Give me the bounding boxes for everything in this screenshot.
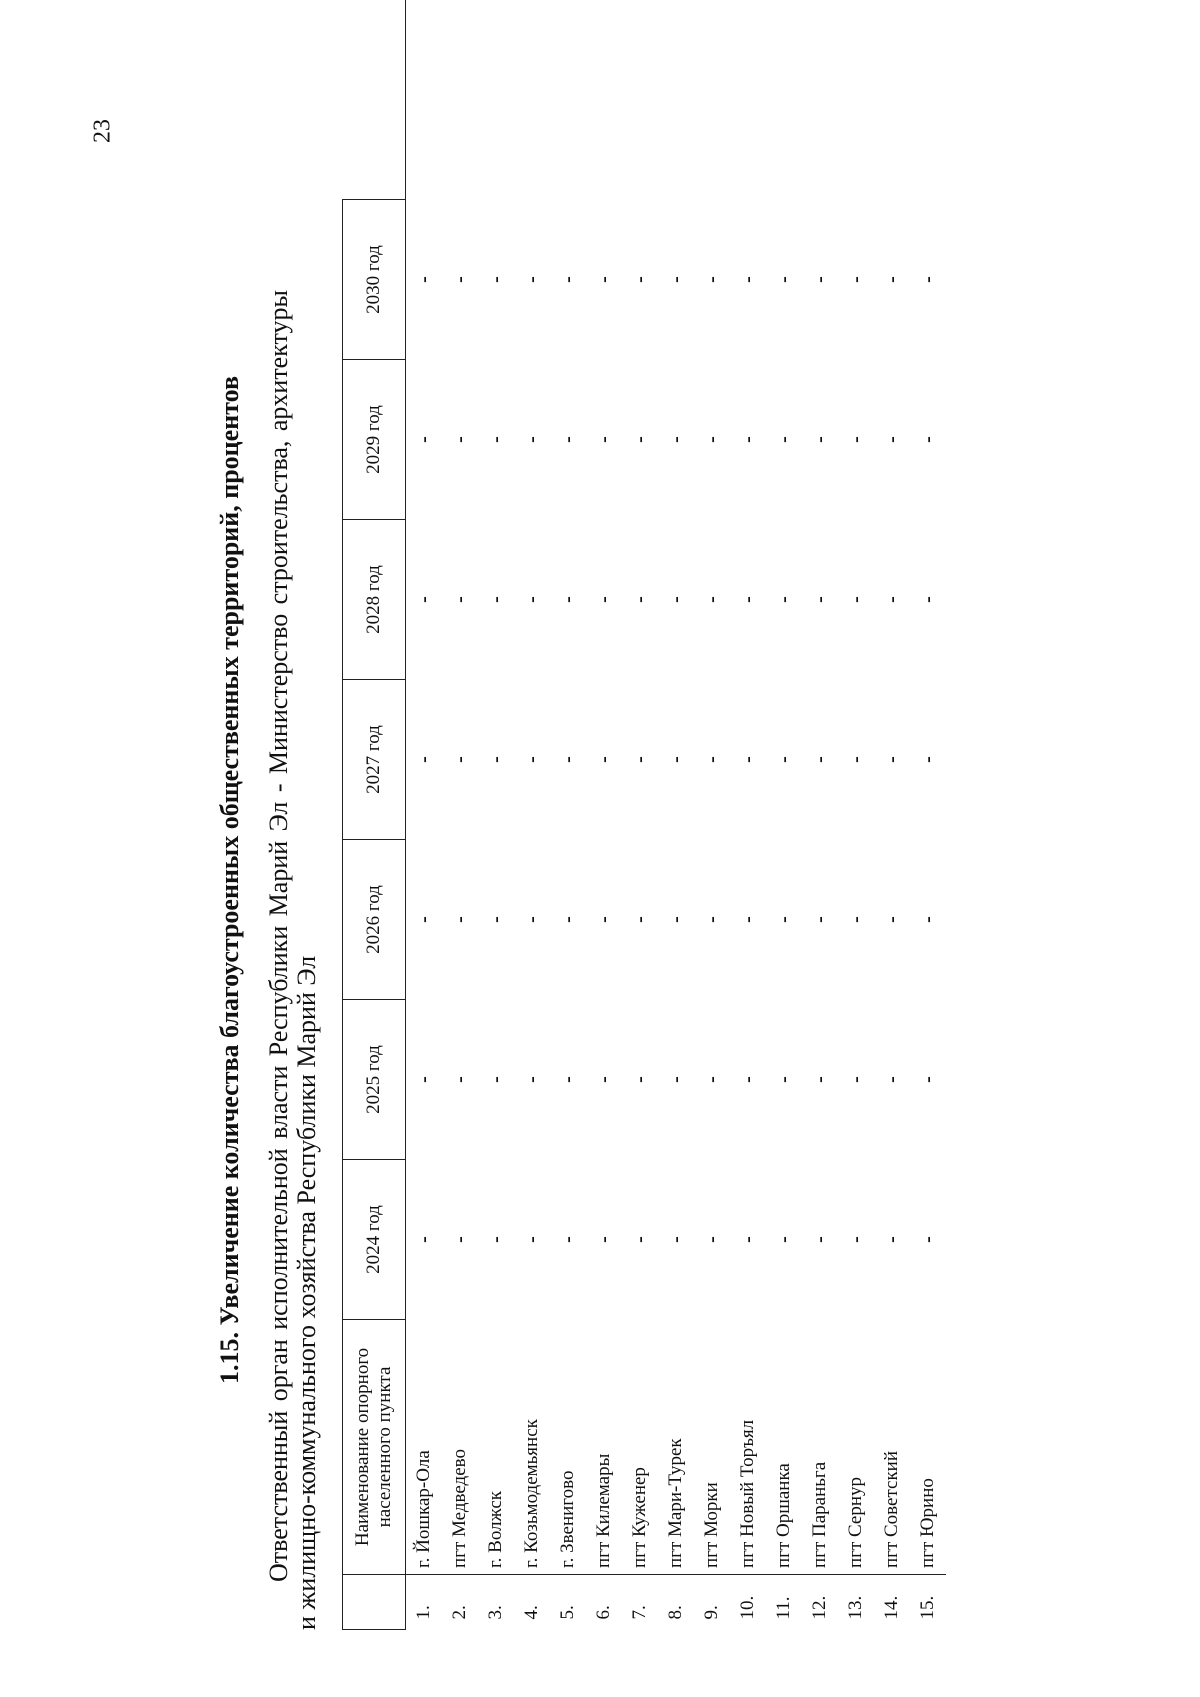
- responsible-authority: [265, 290, 321, 1630]
- year-value: -: [916, 916, 939, 923]
- year-value: -: [772, 596, 795, 603]
- year-value: -: [664, 916, 687, 923]
- table-row: [442, 0, 478, 1630]
- table-row: [874, 0, 910, 1630]
- year-value: -: [484, 596, 507, 603]
- settlement-name: г. Волжск: [485, 1490, 506, 1568]
- year-value: -: [412, 596, 435, 603]
- year-value: -: [664, 596, 687, 603]
- year-value: -: [736, 596, 759, 603]
- year-value: -: [844, 436, 867, 443]
- settlement-name: пгт Куженер: [629, 1467, 650, 1568]
- table-row: [730, 0, 766, 1630]
- year-value: -: [844, 756, 867, 763]
- row-number: 12.: [802, 1575, 838, 1630]
- year-value: -: [664, 1236, 687, 1243]
- responsible-line-1: Ответственный орган исполнительной власти Республики Марий Эл - Министерство строительства, архитектуры: [264, 290, 293, 1582]
- row-spacer: [586, 0, 622, 200]
- year-value: -: [700, 596, 723, 603]
- row-number: 9.: [694, 1575, 730, 1630]
- settlement-name: г. Козьмодемьянск: [521, 1419, 542, 1568]
- year-value: -: [700, 276, 723, 283]
- row-number: 7.: [622, 1575, 658, 1630]
- responsible-line-2: и жилищно-коммунального хозяйства Республики Марий Эл: [292, 955, 321, 1630]
- year-value: -: [592, 596, 615, 603]
- year-value: -: [628, 436, 651, 443]
- year-value: -: [448, 596, 471, 603]
- year-value: -: [556, 596, 579, 603]
- year-value: -: [448, 276, 471, 283]
- row-number: 11.: [766, 1575, 802, 1630]
- rotated-page-content: [210, 130, 1200, 1630]
- table-row: [802, 0, 838, 1630]
- year-value: -: [664, 756, 687, 763]
- year-value: -: [448, 916, 471, 923]
- row-spacer: [442, 0, 478, 200]
- year-value: -: [556, 436, 579, 443]
- table-row: [586, 0, 622, 1630]
- year-value: -: [628, 756, 651, 763]
- year-value: -: [448, 756, 471, 763]
- row-spacer: [694, 0, 730, 200]
- year-value: -: [484, 436, 507, 443]
- year-value: -: [592, 276, 615, 283]
- year-value: -: [736, 276, 759, 283]
- settlement-name: г. Йошкар-Ола: [413, 1450, 434, 1568]
- header-year: 2024 год: [343, 1160, 406, 1320]
- year-value: -: [556, 276, 579, 283]
- row-spacer: [658, 0, 694, 200]
- indicator-table: [342, 0, 946, 1630]
- year-value: -: [736, 1076, 759, 1083]
- row-number: 2.: [442, 1575, 478, 1630]
- year-value: -: [556, 1236, 579, 1243]
- settlement-name: пгт Килемары: [593, 1453, 614, 1568]
- year-value: -: [628, 276, 651, 283]
- year-value: -: [628, 596, 651, 603]
- settlement-name: пгт Оршанка: [773, 1463, 794, 1568]
- year-value: -: [772, 1236, 795, 1243]
- year-value: -: [808, 916, 831, 923]
- table-row: [838, 0, 874, 1630]
- header-year: 2027 год: [343, 680, 406, 840]
- year-value: -: [916, 276, 939, 283]
- year-value: -: [592, 1236, 615, 1243]
- header-number: [343, 1575, 406, 1630]
- row-number: 5.: [550, 1575, 586, 1630]
- settlement-name: пгт Параньга: [809, 1461, 830, 1568]
- year-value: -: [880, 276, 903, 283]
- year-value: -: [628, 1076, 651, 1083]
- year-value: -: [592, 756, 615, 763]
- year-value: -: [844, 276, 867, 283]
- year-value: -: [772, 276, 795, 283]
- year-value: -: [844, 596, 867, 603]
- row-spacer: [406, 0, 443, 200]
- year-value: -: [880, 436, 903, 443]
- table-row: [478, 0, 514, 1630]
- year-value: -: [808, 276, 831, 283]
- row-spacer: [766, 0, 802, 200]
- year-value: -: [880, 1076, 903, 1083]
- year-value: -: [736, 1236, 759, 1243]
- table-row: [550, 0, 586, 1630]
- year-value: -: [808, 436, 831, 443]
- year-value: -: [628, 1236, 651, 1243]
- year-value: -: [916, 1076, 939, 1083]
- year-value: -: [700, 1076, 723, 1083]
- year-value: -: [520, 436, 543, 443]
- year-value: -: [844, 916, 867, 923]
- settlement-name: пгт Сернур: [845, 1476, 866, 1568]
- row-spacer: [514, 0, 550, 200]
- year-value: -: [484, 916, 507, 923]
- row-number: 1.: [406, 1575, 443, 1630]
- table-row: [766, 0, 802, 1630]
- settlement-name: пгт Мари-Турек: [665, 1438, 686, 1568]
- year-value: -: [484, 1236, 507, 1243]
- year-value: -: [700, 916, 723, 923]
- row-spacer: [838, 0, 874, 200]
- year-value: -: [916, 1236, 939, 1243]
- year-value: -: [880, 1236, 903, 1243]
- year-value: -: [736, 436, 759, 443]
- header-year: 2026 год: [343, 840, 406, 1000]
- year-value: -: [628, 916, 651, 923]
- year-value: -: [520, 596, 543, 603]
- settlement-name: пгт Советский: [881, 1450, 902, 1568]
- row-number: 15.: [910, 1575, 946, 1630]
- year-value: -: [448, 1236, 471, 1243]
- year-value: -: [700, 1236, 723, 1243]
- row-number: 4.: [514, 1575, 550, 1630]
- year-value: -: [520, 276, 543, 283]
- header-spacer: [343, 0, 406, 200]
- row-number: 8.: [658, 1575, 694, 1630]
- year-value: -: [412, 756, 435, 763]
- row-spacer: [622, 0, 658, 200]
- section-title: 1.15. Увеличение количества благоустроенных общественных территорий, процентов: [215, 375, 244, 1385]
- year-value: -: [520, 1236, 543, 1243]
- year-value: -: [880, 756, 903, 763]
- year-value: -: [484, 1076, 507, 1083]
- header-settlement-name: Наименование опорного населенного пункта: [343, 1320, 406, 1575]
- year-value: -: [448, 1076, 471, 1083]
- year-value: -: [844, 1076, 867, 1083]
- year-value: -: [700, 756, 723, 763]
- year-value: -: [736, 756, 759, 763]
- year-value: -: [592, 436, 615, 443]
- year-value: -: [412, 276, 435, 283]
- year-value: -: [808, 1076, 831, 1083]
- table-header-row: [343, 0, 406, 1630]
- table-row: [694, 0, 730, 1630]
- row-spacer: [874, 0, 910, 200]
- header-year: 2030 год: [343, 200, 406, 360]
- year-value: -: [880, 916, 903, 923]
- year-value: -: [700, 436, 723, 443]
- year-value: -: [772, 1076, 795, 1083]
- table-row: [658, 0, 694, 1630]
- year-value: -: [880, 596, 903, 603]
- year-value: -: [412, 436, 435, 443]
- header-year: 2029 год: [343, 360, 406, 520]
- year-value: -: [808, 1236, 831, 1243]
- year-value: -: [664, 436, 687, 443]
- header-year: 2025 год: [343, 1000, 406, 1160]
- year-value: -: [664, 276, 687, 283]
- year-value: -: [412, 1236, 435, 1243]
- row-spacer: [910, 0, 946, 200]
- year-value: -: [808, 596, 831, 603]
- row-number: 10.: [730, 1575, 766, 1630]
- year-value: -: [448, 436, 471, 443]
- row-number: 3.: [478, 1575, 514, 1630]
- year-value: -: [484, 276, 507, 283]
- row-number: 6.: [586, 1575, 622, 1630]
- settlement-name: г. Звенигово: [557, 1470, 578, 1568]
- table-row: [406, 0, 443, 1630]
- year-value: -: [736, 916, 759, 923]
- year-value: -: [916, 756, 939, 763]
- row-spacer: [802, 0, 838, 200]
- year-value: -: [556, 1076, 579, 1083]
- settlement-name: пгт Юрино: [917, 1478, 938, 1568]
- year-value: -: [520, 756, 543, 763]
- year-value: -: [808, 756, 831, 763]
- settlement-name: пгт Морки: [701, 1482, 722, 1568]
- page-number: 23: [89, 119, 116, 143]
- year-value: -: [592, 916, 615, 923]
- year-value: -: [556, 756, 579, 763]
- year-value: -: [772, 436, 795, 443]
- year-value: -: [484, 756, 507, 763]
- header-year: 2028 год: [343, 520, 406, 680]
- year-value: -: [412, 1076, 435, 1083]
- table-row: [514, 0, 550, 1630]
- year-value: -: [556, 916, 579, 923]
- row-spacer: [550, 0, 586, 200]
- table-row: [622, 0, 658, 1630]
- row-number: 13.: [838, 1575, 874, 1630]
- row-number: 14.: [874, 1575, 910, 1630]
- year-value: -: [592, 1076, 615, 1083]
- settlement-name: пгт Медведево: [449, 1449, 470, 1568]
- year-value: -: [412, 916, 435, 923]
- year-value: -: [520, 916, 543, 923]
- year-value: -: [772, 916, 795, 923]
- year-value: -: [664, 1076, 687, 1083]
- year-value: -: [520, 1076, 543, 1083]
- row-spacer: [730, 0, 766, 200]
- table-body: [406, 0, 947, 1630]
- year-value: -: [916, 436, 939, 443]
- year-value: -: [772, 756, 795, 763]
- year-value: -: [844, 1236, 867, 1243]
- year-value: -: [916, 596, 939, 603]
- row-spacer: [478, 0, 514, 200]
- settlement-name: пгт Новый Торъял: [737, 1419, 758, 1568]
- table-row: [910, 0, 946, 1630]
